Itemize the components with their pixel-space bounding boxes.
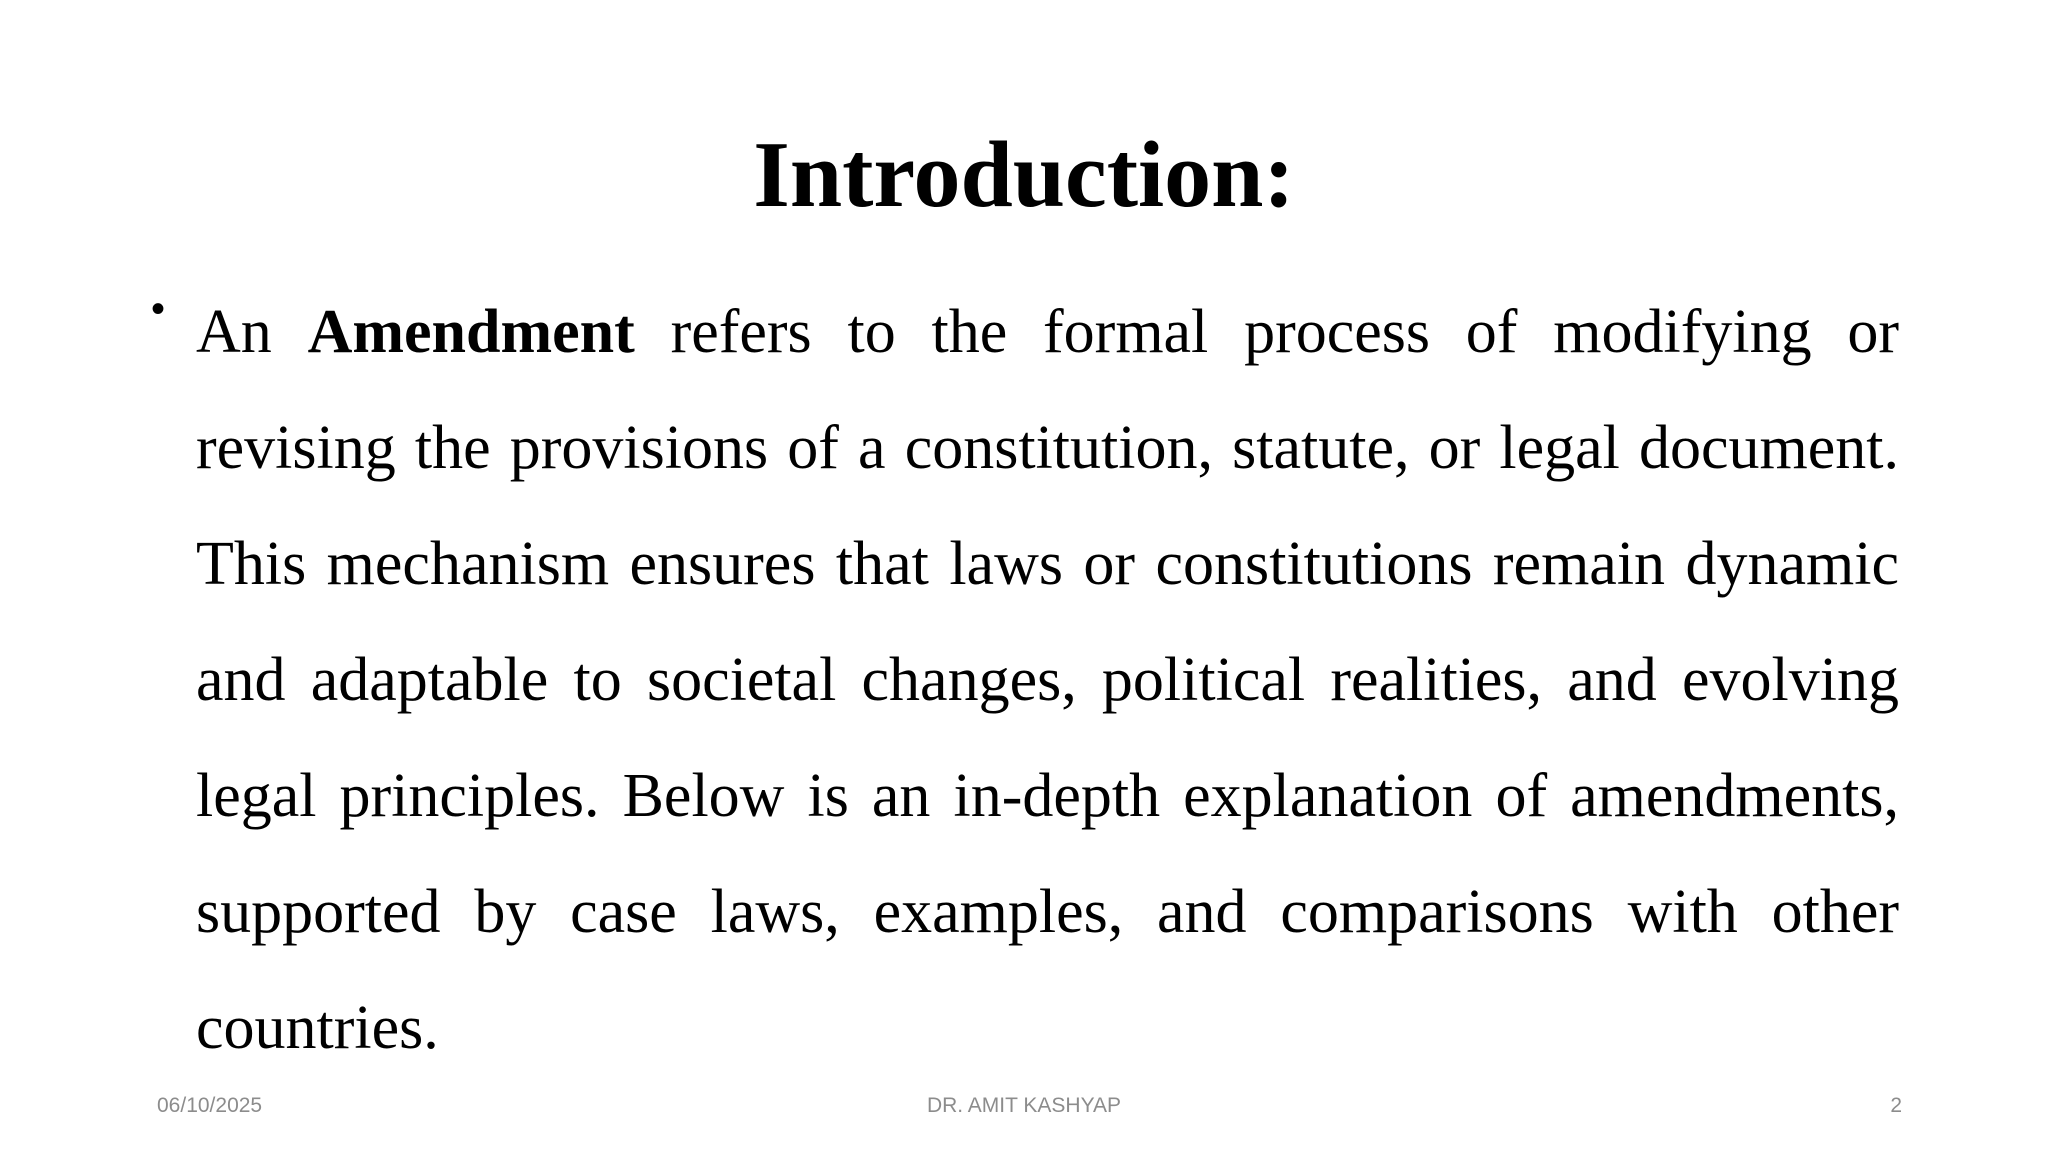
bullet-lead-word: An xyxy=(196,298,272,366)
bullet-text xyxy=(196,274,1899,1086)
footer-page-number: 2 xyxy=(1890,1094,1902,1117)
bullet-body: refers to the formal process of modifying or revising the provisions of a constitution, statute, or legal document. This mechanism ensures that laws or constitutions remain dynamic and adaptable to societal changes, political realities, and evolving legal principles. Below is an in-depth explanation of amendments, supported by case laws, examples, and comparisons with other countries. xyxy=(196,298,1900,1062)
bullet-list xyxy=(151,274,1900,1086)
bullet-item xyxy=(151,274,1900,1086)
footer-author: DR. AMIT KASHYAP xyxy=(926,1094,1122,1117)
bullet-marker: • xyxy=(151,287,166,331)
footer-date: 06/10/2025 xyxy=(157,1094,263,1117)
bullet-bold-term: Amendment xyxy=(307,298,635,366)
slide-title: Introduction: xyxy=(753,123,1295,227)
